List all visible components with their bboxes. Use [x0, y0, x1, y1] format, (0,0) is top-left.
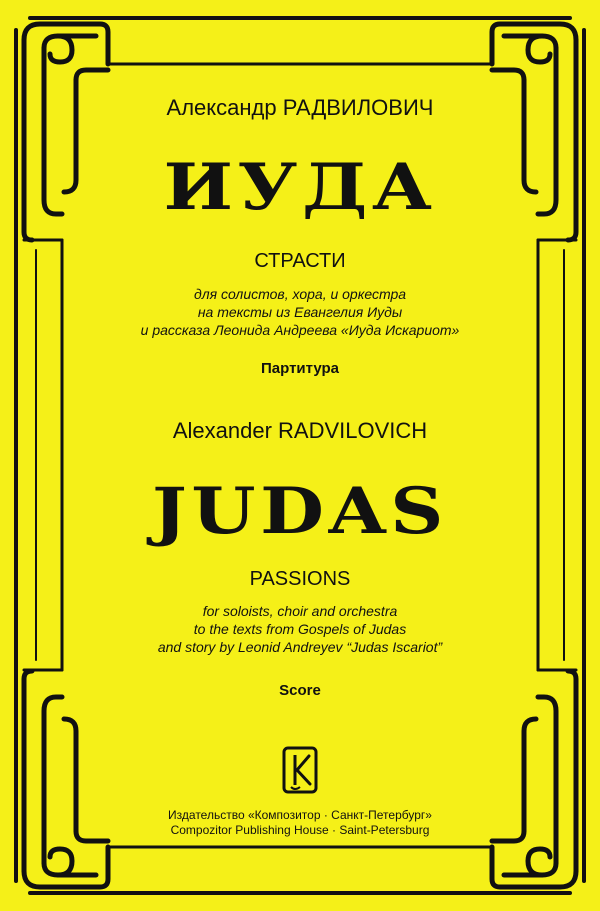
publisher-line-ru: Издательство «Композитор · Санкт-Петербург»	[168, 808, 432, 822]
description-ru	[0, 285, 600, 339]
title-ru: ИУДА	[163, 150, 437, 225]
publisher-info	[0, 808, 600, 838]
description-ru-line: и рассказа Леонида Андреева «Иуда Искариот»	[140, 322, 460, 338]
description-ru-line: на тексты из Евангелия Иуды	[197, 304, 403, 320]
description-en-line: and story by Leonid Andreyev “Judas Iscariot”	[157, 639, 443, 655]
description-en-line: for soloists, choir and orchestra	[202, 603, 398, 619]
compozitor-logo-icon	[281, 745, 319, 795]
score-label-ru: Партитура	[260, 360, 340, 377]
description-en-line: to the texts from Gospels of Judas	[193, 621, 407, 637]
publisher-line-en: Compozitor Publishing House · Saint-Petersburg	[170, 823, 430, 837]
genre-ru: СТРАСТИ	[254, 250, 346, 272]
author-name-ru: Александр РАДВИЛОВИЧ	[166, 95, 434, 120]
description-en	[0, 602, 600, 656]
description-ru-line: для солистов, хора, и оркестра	[193, 286, 407, 302]
genre-en: PASSIONS	[249, 568, 351, 590]
author-name-en: Alexander RADVILOVICH	[172, 418, 428, 443]
score-label-en: Score	[279, 682, 321, 699]
title-en: JUDAS	[151, 474, 449, 549]
